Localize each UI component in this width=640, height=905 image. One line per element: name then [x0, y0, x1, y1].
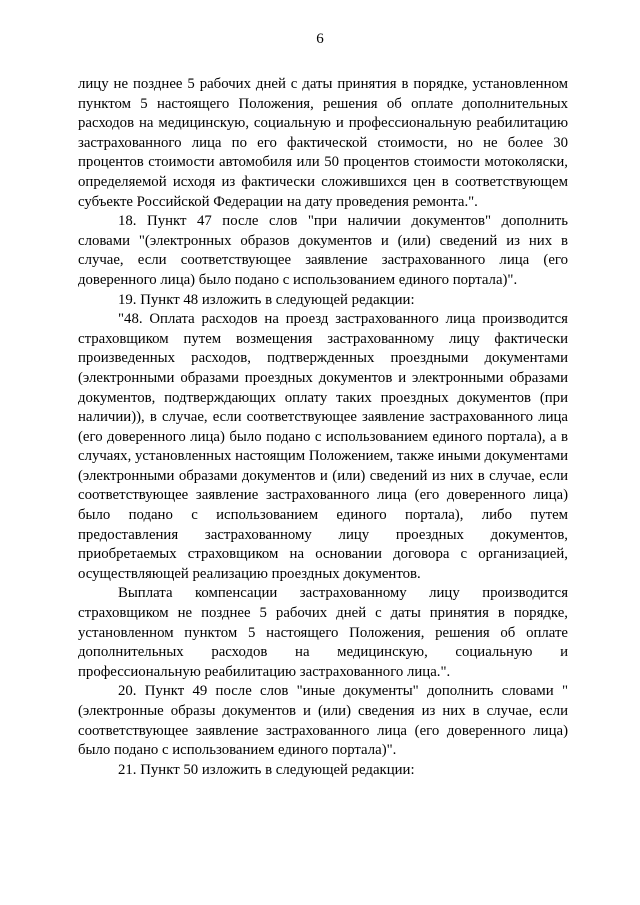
paragraph-item-20: 20. Пункт 49 после слов "иные документы" дополнить словами "(электронные образы документов и (или) сведения из них в случае, если соответствующее заявление застрахованного лица (его доверенного лица) было подано с использованием единого портала)".: [78, 683, 568, 759]
paragraph-continuation: лицу не позднее 5 рабочих дней с даты принятия в порядке, установленном пунктом 5 настоящего Положения, решения об оплате дополнительных расходов на медицинскую, социальную и профессиональную реабилитацию застрахованного лица по его фактической стоимости, но не более 30 процентов стоимости автомобиля или 50 процентов стоимости мотоколяски, определяемой исходя из фактически сложившихся цен в соответствующем субъекте Российской Федерации на дату проведения ремонта.".: [78, 76, 568, 210]
document-body: [78, 75, 568, 780]
paragraph-item-18: 18. Пункт 47 после слов "при наличии документов" дополнить словами "(электронных образов документов и (или) сведений из них в случае, если соответствующее заявление застрахованного лица (его доверенного лица) было подано с использованием единого портала)".: [78, 213, 568, 288]
paragraph-item-19: 19. Пункт 48 изложить в следующей редакции:: [118, 291, 415, 308]
paragraph-compensation: Выплата компенсации застрахованному лицу производится страховщиком не позднее 5 рабочих дней с даты принятия в порядке, установленном пунктом 5 настоящего Положения, решения об оплате дополнительных расходов на медицинскую, социальную и профессиональную реабилитацию застрахованного лица.".: [78, 585, 568, 680]
page-number: 6: [316, 31, 324, 47]
paragraph-item-21: 21. Пункт 50 изложить в следующей редакции:: [118, 761, 415, 778]
paragraph-point-48: "48. Оплата расходов на проезд застрахованного лица производится страховщиком путем возмещения застрахованному лицу фактически произведенных расходов, подтвержденных проездными документами (электронными образами проездных документов и электронными образами документов, подтверждающих оплату таких проездных документов (при наличии)), в случае, если соответствующее заявление застрахованного лица (его доверенного лица) было подано с использованием единого портала), а в случаях, установленных настоящим Положением, также иными документами (электронными образами документов и (или) сведений из них в случае, если соответствующее заявление застрахованного лица (его доверенного лица) было подано с использованием единого портала), либо путем предоставления застрахованному лицу проездных документов, приобретаемых страховщиком на основании договора с организацией, осуществляющей реализацию проездных документов.: [78, 311, 568, 582]
